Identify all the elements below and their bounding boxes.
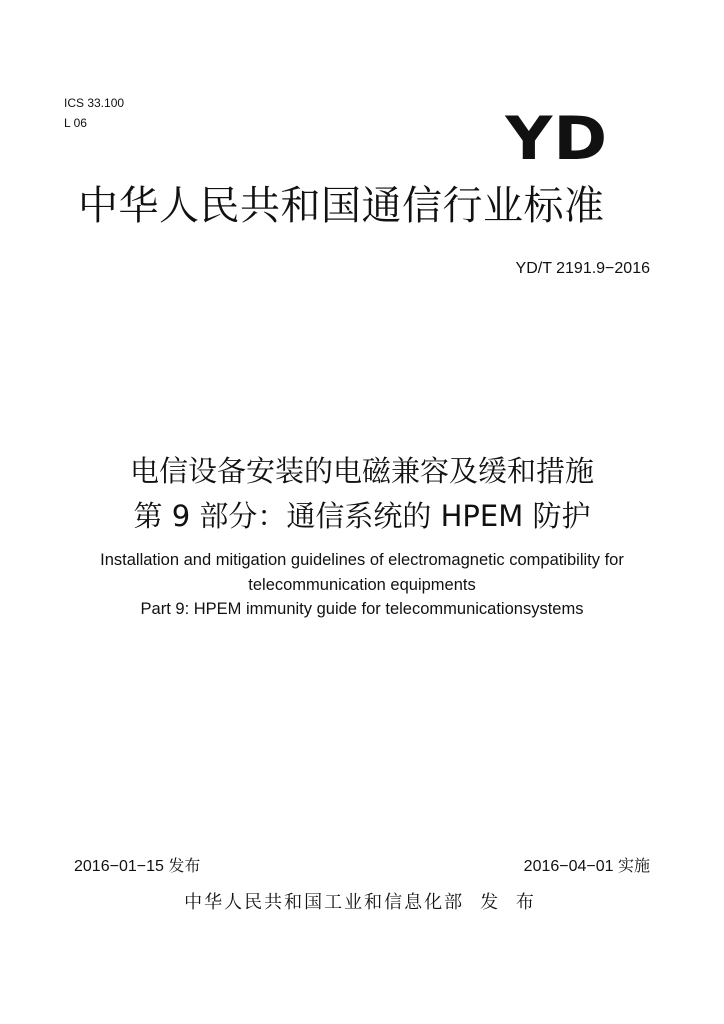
document-title-en-line1: Installation and mitigation guidelines of electromagnetic compatibility for (100, 551, 624, 569)
document-title-zh-line1: 电信设备安装的电磁兼容及缓和措施 (129, 454, 594, 488)
classification-code: L 06 (64, 116, 87, 130)
publisher-name: 中华人民共和国工业和信息化部 (184, 892, 465, 913)
publish-label: 发 布 (480, 892, 540, 913)
yd-logo: YD (505, 104, 608, 174)
document-title-zh-line2: 第 9 部分：通信系统的 HPEM 防护 (133, 499, 591, 533)
publisher-line (0, 890, 724, 915)
ics-code: ICS 33.100 (64, 96, 125, 110)
standard-category-title: 中华人民共和国通信行业标准 (78, 183, 605, 229)
standard-number: YD/T 2191.9−2016 (515, 260, 650, 277)
implementation-date: 2016−04−01 实施 (523, 858, 650, 875)
document-title-en-line3: Part 9: HPEM immunity guide for telecommunicationsystems (140, 600, 584, 618)
document-title-en-line2: telecommunication equipments (248, 576, 476, 594)
issue-date: 2016−01−15 发布 (74, 858, 201, 875)
